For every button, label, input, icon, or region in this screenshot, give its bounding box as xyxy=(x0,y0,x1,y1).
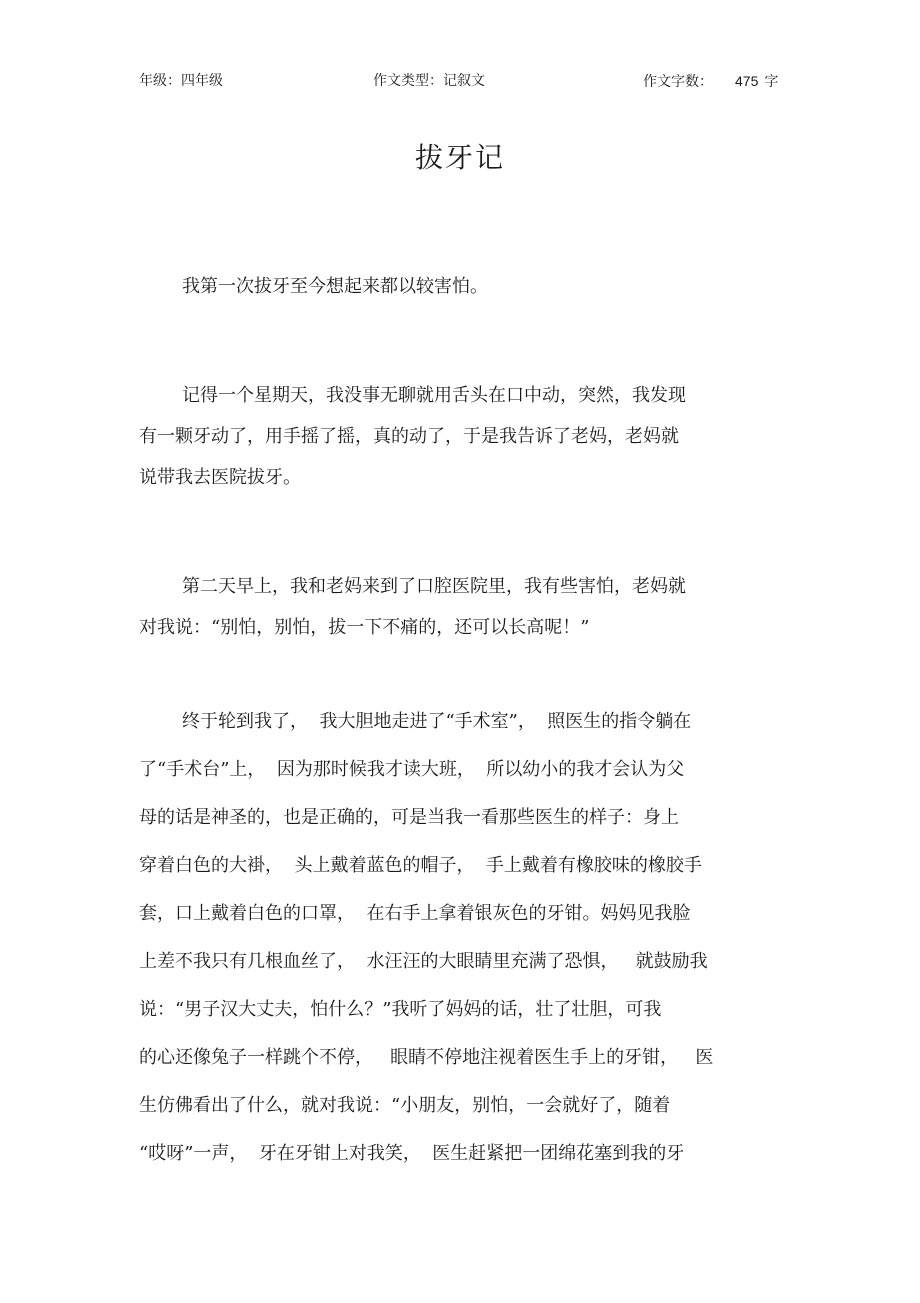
word-count-label: 作文字数： xyxy=(643,74,713,90)
text-line: 了“手术台”上， 因为那时候我才读大班， 所以幼小的我才会认为父 xyxy=(139,759,685,780)
text-line: 对我说：“别怕，别怕，拔一下不痛的，还可以长高呢！” xyxy=(139,617,590,638)
text-line: 第二天早上，我和老妈来到了口腔医院里，我有些害怕，老妈就 xyxy=(182,576,686,597)
text-line: 穿着白色的大褂， 头上戴着蓝色的帽子， 手上戴着有橡胶味的橡胶手 xyxy=(139,855,702,876)
word-count-value: 475 xyxy=(735,73,759,89)
word-count xyxy=(643,72,778,91)
text-line: 说：“男子汉大丈夫，怕什么？”我听了妈妈的话，壮了壮胆，可我 xyxy=(139,999,662,1020)
text-line: 说带我去医院拔牙。 xyxy=(139,467,301,488)
word-count-unit: 字 xyxy=(764,74,779,90)
text-line: 记得一个星期天，我没事无聊就用舌头在口中动，突然，我发现 xyxy=(182,385,686,406)
text-line: “哎呀”一声， 牙在牙钳上对我笑， 医生赶紧把一团绵花塞到我的牙 xyxy=(139,1143,685,1164)
text-line: 生仿佛看出了什么，就对我说：“小朋友，别怕，一会就好了，随着 xyxy=(139,1095,671,1116)
text-line: 上差不我只有几根血丝了， 水汪汪的大眼睛里充满了恐惧， 就鼓励我 xyxy=(139,951,708,972)
text-line: 有一颗牙动了，用手摇了摇，真的动了，于是我告诉了老妈，老妈就 xyxy=(139,426,679,447)
grade-label: 年级：四年级 xyxy=(139,73,223,89)
text-line: 母的话是神圣的，也是正确的，可是当我一看那些医生的样子：身上 xyxy=(139,807,679,828)
essay-type-label: 作文类型：记叙文 xyxy=(373,73,485,89)
text-line: 套，口上戴着白色的口罩， 在右手上拿着银灰色的牙钳。妈妈见我脸 xyxy=(139,903,691,924)
text-line: 终于轮到我了， 我大胆地走进了“手术室”， 照医生的指令躺在 xyxy=(182,711,692,732)
text-line: 的心还像兔子一样跳个不停， 眼睛不停地注视着医生手上的牙钳， 医 xyxy=(139,1047,714,1068)
essay-title: 拔牙记 xyxy=(414,141,505,174)
text-line: 我第一次拔牙至今想起来都以较害怕。 xyxy=(182,276,488,297)
